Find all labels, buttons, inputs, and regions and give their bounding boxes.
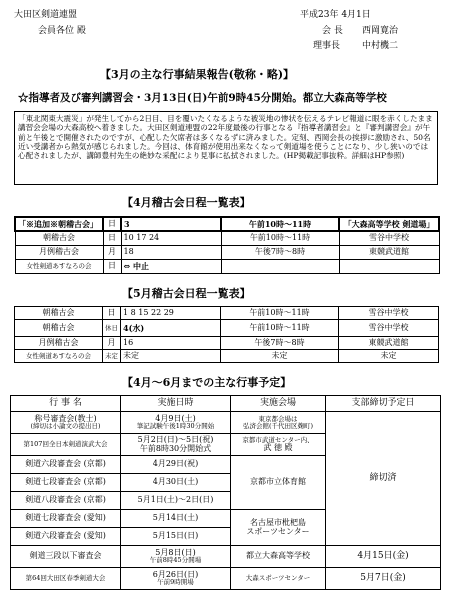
- event-date: 5月14日(土): [121, 510, 231, 528]
- table-row: [11, 412, 441, 434]
- march-report-body: 「東北関東大震災」が発生してから2日目、目を覆いたくなるような被災地の惨状を伝えるテレビ報道に眼を赤くしたまま講習会会場の大森高校へ着きました。大田区剣道連盟の22年度最後の行事となる『指導者講習会』と『審判講習会』が午前と午後とで開催されたのですが、心配した欠席者は多くなるずに済みました。定刻、西岡会長の挨拶に激励され、50名近い受講者から熱気が感じられました。今回は、体育館が使用出来なくなって剣道場を使うことになり、少し狭いのでは心配されましたが、講師豊村先生の絶妙な采配により見事に払拭されました。(HP掲載記事抜粋。詳細はHP参照): [14, 111, 438, 185]
- col-header-venue: 実施会場: [231, 396, 326, 412]
- table-row: [15, 217, 439, 231]
- may-row-time: 午前10時～11時: [221, 320, 339, 337]
- april-row-place: 「大森高等学校 剣道場」: [339, 217, 439, 231]
- april-row-time: 午前10時～11時: [221, 217, 339, 231]
- may-row-dates: 16: [121, 337, 221, 350]
- table-row: [11, 546, 441, 568]
- addressee: 会員各位 殿: [38, 26, 86, 36]
- event-date: 4月30日(土): [121, 474, 231, 492]
- event-date: 4月29日(祝): [121, 456, 231, 474]
- deadline-closed: 締切済: [326, 412, 441, 546]
- event-venue-detail: 弘済会館(千代田区麹町): [242, 421, 314, 430]
- president-title: 会 長: [322, 26, 343, 36]
- event-time: 午前8時30分開始式: [139, 443, 212, 453]
- april-row-name: 朝稽古会: [15, 231, 103, 245]
- may-row-name: 朝稽古会: [15, 320, 103, 337]
- event-venue: 名古屋市枇杷島: [250, 518, 306, 528]
- march-event-title: ☆指導者及び審判講習会・3月13日(日)午前9時45分開始。都立大森高等学校: [18, 92, 387, 104]
- director-title: 理事長: [313, 41, 341, 51]
- event-time: 筆記試験午後1時30分開始: [136, 422, 215, 431]
- may-row-day: 日: [103, 307, 121, 320]
- event-date: 4月9日(土): [155, 413, 196, 423]
- president-name: 西岡寛治: [362, 26, 399, 36]
- may-row-name: 女性剣道あすなろの会: [15, 350, 103, 363]
- may-row-day: 休日: [103, 320, 121, 337]
- event-name: 剣道八段審査会 (京都): [11, 492, 121, 510]
- events-heading: 【4月～6月までの主な行事予定】: [122, 376, 292, 389]
- april-row-dates: ⇔ 中止: [121, 259, 221, 273]
- col-header-datetime: 実施日時: [121, 396, 231, 412]
- may-row-day: 月: [103, 337, 121, 350]
- event-deadline: 4月15日(金): [326, 546, 441, 568]
- event-deadline: 5月7日(金): [326, 568, 441, 590]
- table-row: [11, 396, 441, 412]
- event-name: 第64回大田区春季剣道大会: [11, 568, 121, 590]
- table-row: [15, 350, 439, 363]
- may-row-time: 午後7時～8時: [221, 337, 339, 350]
- event-note: (締切は小論文の提出日): [30, 422, 101, 431]
- april-row-day: 日: [103, 259, 121, 273]
- april-schedule-heading: 【4月稽古会日程一覧表】: [122, 196, 251, 209]
- event-venue-detail: スポーツセンター: [246, 526, 310, 536]
- april-row-name: 「※追加※朝稽古会」: [15, 217, 103, 231]
- event-date: 5月2日(日)～5日(祝): [137, 435, 214, 445]
- may-row-name: 月例稽古会: [15, 337, 103, 350]
- col-header-event: 行 事 名: [11, 396, 121, 412]
- table-row: [15, 231, 439, 245]
- may-row-day: 未定: [103, 350, 121, 363]
- may-row-dates: 1 8 15 22 29: [121, 307, 221, 320]
- may-row-place: 雪谷中学校: [339, 320, 439, 337]
- event-venue: 京都市武道センター内、: [242, 435, 314, 444]
- events-table: [10, 395, 441, 590]
- event-name: 称号審査会(教士): [34, 413, 97, 423]
- event-venue: 東京都会場は: [258, 414, 298, 423]
- event-name: 剣道六段審査会 (京都): [11, 456, 121, 474]
- april-row-day: 日: [103, 231, 121, 245]
- event-venue-detail: 武 徳 殿: [263, 442, 293, 452]
- table-row: [15, 337, 439, 350]
- april-row-day: 月: [103, 245, 121, 259]
- april-row-dates: 18: [121, 245, 221, 259]
- event-name: 剣道七段審査会 (京都): [11, 474, 121, 492]
- event-venue: 都立大森高等学校: [231, 546, 326, 568]
- event-name: 剣道三段以下審査会: [11, 546, 121, 568]
- table-row: [15, 259, 439, 273]
- april-row-name: 月例稽古会: [15, 245, 103, 259]
- april-row-place: 雪谷中学校: [339, 231, 439, 245]
- table-row: [15, 245, 439, 259]
- event-time: 午前9時開場: [157, 578, 194, 587]
- april-row-dates: 3: [121, 217, 221, 231]
- april-row-day: 日: [103, 217, 121, 231]
- event-name: 剣道七段審査会 (愛知): [11, 510, 121, 528]
- event-date: 5月8日(日): [155, 547, 196, 557]
- org-name: 大田区剣道連盟: [14, 10, 78, 20]
- march-report-heading: 【3月の主な行事結果報告(敬称・略)】: [100, 68, 295, 81]
- april-row-time: 午後7時～8時: [221, 245, 339, 259]
- table-row: [11, 568, 441, 590]
- april-row-place: 東競武道館: [339, 245, 439, 259]
- april-row-time: [221, 259, 339, 273]
- may-row-dates: 未定: [121, 350, 221, 363]
- april-row-place: [339, 259, 439, 273]
- director-name: 中村機二: [362, 41, 399, 51]
- may-row-place: 未定: [339, 350, 439, 363]
- may-row-time: 午前10時～11時: [221, 307, 339, 320]
- april-row-name: 女性剣道あすなろの会: [15, 259, 103, 273]
- may-schedule-heading: 【5月稽古会日程一覧表】: [122, 287, 251, 300]
- event-name: 剣道六段審査会 (愛知): [11, 528, 121, 546]
- event-date: 6月26日(日): [152, 569, 199, 579]
- issue-date: 平成23年 4月1日: [300, 10, 371, 20]
- april-schedule-table: [14, 216, 440, 274]
- may-row-place: 東競武道館: [339, 337, 439, 350]
- event-venue: 京都市立体育館: [231, 456, 326, 510]
- event-time: 午前8時45分開場: [149, 556, 202, 565]
- event-name: 第107回全日本剣道演武大会: [11, 434, 121, 456]
- may-row-name: 朝稽古会: [15, 307, 103, 320]
- event-date: 5月15日(日): [121, 528, 231, 546]
- may-row-time: 未定: [221, 350, 339, 363]
- april-row-dates: 10 17 24: [121, 231, 221, 245]
- may-row-place: 雪谷中学校: [339, 307, 439, 320]
- may-row-dates: 4(水): [121, 320, 221, 337]
- table-row: [15, 307, 439, 320]
- event-date: 5月1日(土)～2日(日): [121, 492, 231, 510]
- col-header-deadline: 支部締切予定日: [326, 396, 441, 412]
- april-row-time: 午前10時～11時: [221, 231, 339, 245]
- event-venue: 大森スポーツセンター: [231, 568, 326, 590]
- may-schedule-table: [14, 306, 439, 363]
- table-row: [15, 320, 439, 337]
